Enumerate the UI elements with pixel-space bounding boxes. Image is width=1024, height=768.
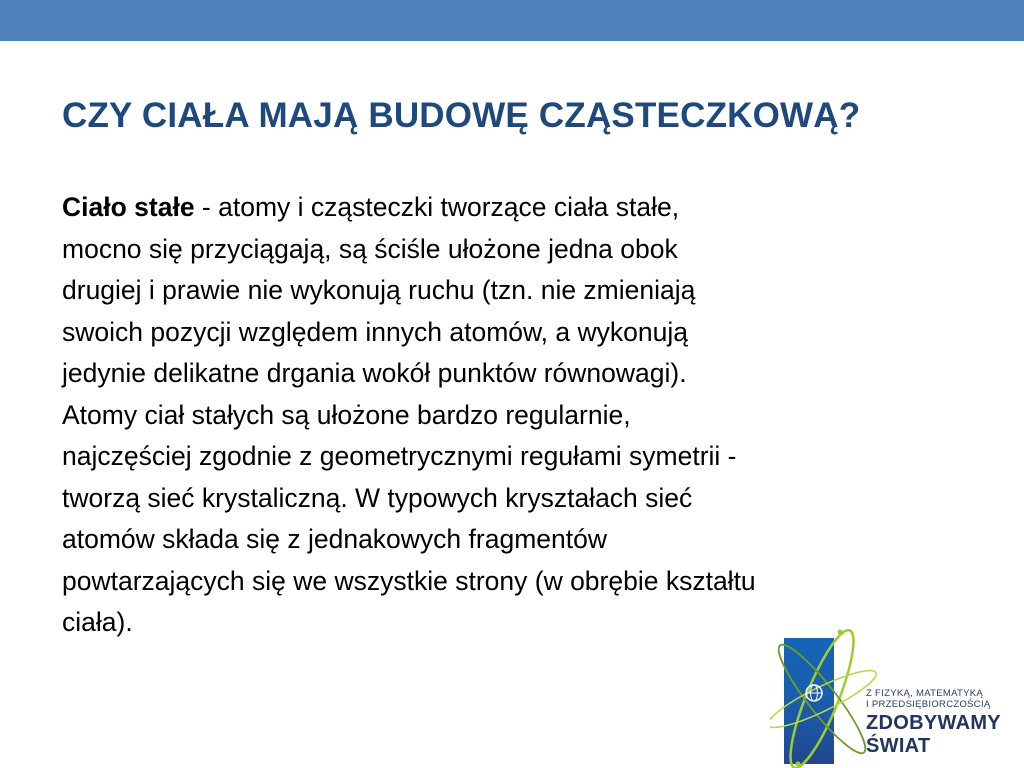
body-text <box>62 187 962 644</box>
body-line-10: powtarzających się we wszystkie strony (w obrębie kształtu <box>62 565 756 596</box>
body-line-6: Atomy ciał stałych są ułożone bardzo regularnie, <box>62 399 631 430</box>
body-line-5: jedynie delikatne drgania wokół punktów równowagi). <box>62 358 687 388</box>
body-line-4: swoich pozycji względem innych atomów, a wykonują <box>62 316 688 347</box>
body-line-2: mocno się przyciągają, są ściśle ułożone jedna obok <box>62 233 678 264</box>
body-line-3: drugiej i prawie nie wykonują ruchu (tzn. nie zmieniają <box>62 275 696 305</box>
logo-wordmark-1: ZDOBYWAMY <box>866 712 1001 734</box>
logo-tagline-1: Z FIZYKĄ, MATEMATYKĄ <box>866 688 984 699</box>
body-line-9: atomów składa się z jednakowych fragmentów <box>62 524 607 554</box>
slide-title: CZY CIAŁA MAJĄ BUDOWĘ CZĄSTECZKOWĄ? <box>62 96 861 135</box>
body-line-11: ciała). <box>62 607 133 637</box>
body-line-7: najczęściej zgodnie z geometrycznymi regułami symetrii - <box>62 441 737 471</box>
logo-tagline-2: I PRZEDSIĘBIORCZOŚCIĄ <box>866 699 991 710</box>
top-accent-bar <box>0 0 1024 41</box>
body-line-1: Ciało stałe - atomy i cząsteczki tworzące ciała stałe, <box>62 192 680 222</box>
body-line-8: tworzą sieć krystaliczną. W typowych kryształach sieć <box>62 482 693 513</box>
logo-wordmark-2: ŚWIAT <box>866 735 931 757</box>
project-logo <box>770 624 1024 768</box>
defined-term: Ciało stałe <box>62 192 195 222</box>
